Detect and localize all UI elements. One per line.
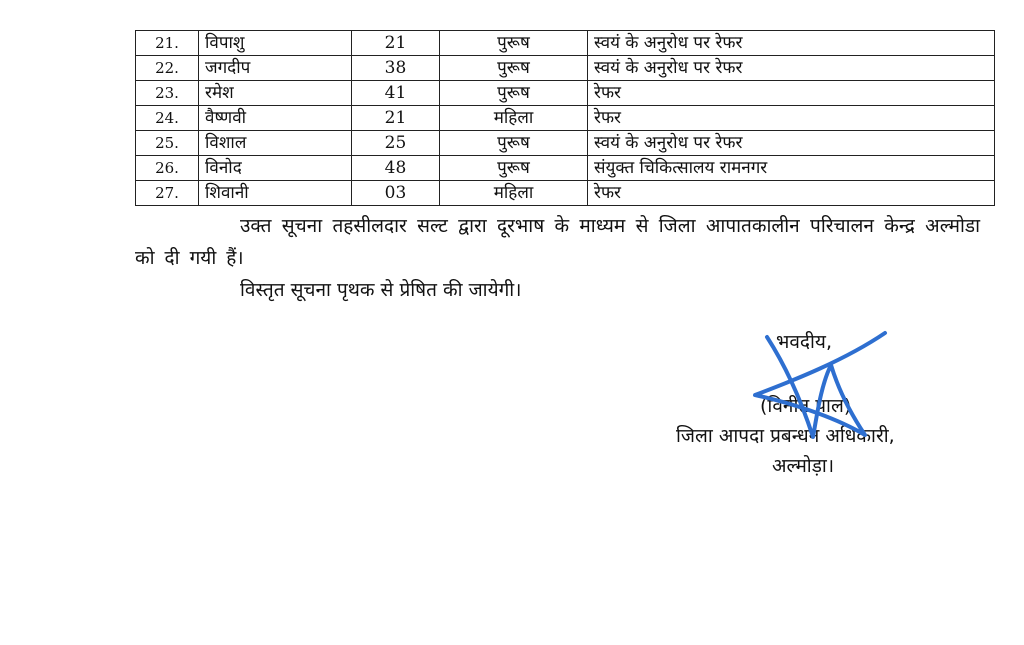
status-cell: स्वयं के अनुरोध पर रेफर [588, 56, 995, 81]
name-cell: जगदीप [199, 56, 352, 81]
status-cell: रेफर [588, 181, 995, 206]
serial-number-cell: 24. [136, 106, 199, 131]
age-cell: 48 [352, 156, 440, 181]
gender-cell: महिला [440, 181, 588, 206]
paragraph-further-info: विस्तृत सूचना पृथक से प्रेषित की जायेगी। [240, 279, 522, 301]
age-cell: 41 [352, 81, 440, 106]
handwritten-signature [745, 325, 895, 455]
name-cell: वैष्णवी [199, 106, 352, 131]
age-cell: 25 [352, 131, 440, 156]
serial-number-cell: 22. [136, 56, 199, 81]
gender-cell: पुरूष [440, 81, 588, 106]
status-cell: स्वयं के अनुरोध पर रेफर [588, 131, 995, 156]
name-cell: विपाशु [199, 31, 352, 56]
table-row [136, 156, 995, 181]
table-row [136, 31, 995, 56]
closing-salutation: भवदीय, [776, 331, 832, 353]
table-row [136, 56, 995, 81]
name-cell: रमेश [199, 81, 352, 106]
serial-number-cell: 27. [136, 181, 199, 206]
age-cell: 21 [352, 31, 440, 56]
status-cell: रेफर [588, 81, 995, 106]
gender-cell: पुरूष [440, 156, 588, 181]
table-row [136, 181, 995, 206]
status-cell: स्वयं के अनुरोध पर रेफर [588, 31, 995, 56]
signatory-place: अल्मोड़ा। [772, 455, 835, 477]
name-cell: शिवानी [199, 181, 352, 206]
status-cell: संयुक्त चिकित्सालय रामनगर [588, 156, 995, 181]
paragraph-info-source: उक्त सूचना तहसीलदार सल्ट द्वारा दूरभाष के माध्यम से जिला आपातकालीन परिचालन केन्द्र अल्मोडा को दी गयी हैं। [135, 215, 980, 269]
casualty-table [135, 30, 995, 206]
table-row [136, 131, 995, 156]
serial-number-cell: 21. [136, 31, 199, 56]
table-body [136, 31, 995, 206]
gender-cell: पुरूष [440, 31, 588, 56]
table-row [136, 106, 995, 131]
gender-cell: महिला [440, 106, 588, 131]
serial-number-cell: 23. [136, 81, 199, 106]
serial-number-cell: 26. [136, 156, 199, 181]
signatory-name: (विनीत पाल) [760, 395, 852, 417]
signatory-designation: जिला आपदा प्रबन्धन अधिकारी, [676, 425, 895, 447]
age-cell: 03 [352, 181, 440, 206]
table-row [136, 81, 995, 106]
name-cell: विनोद [199, 156, 352, 181]
age-cell: 38 [352, 56, 440, 81]
gender-cell: पुरूष [440, 131, 588, 156]
age-cell: 21 [352, 106, 440, 131]
serial-number-cell: 25. [136, 131, 199, 156]
name-cell: विशाल [199, 131, 352, 156]
status-cell: रेफर [588, 106, 995, 131]
gender-cell: पुरूष [440, 56, 588, 81]
